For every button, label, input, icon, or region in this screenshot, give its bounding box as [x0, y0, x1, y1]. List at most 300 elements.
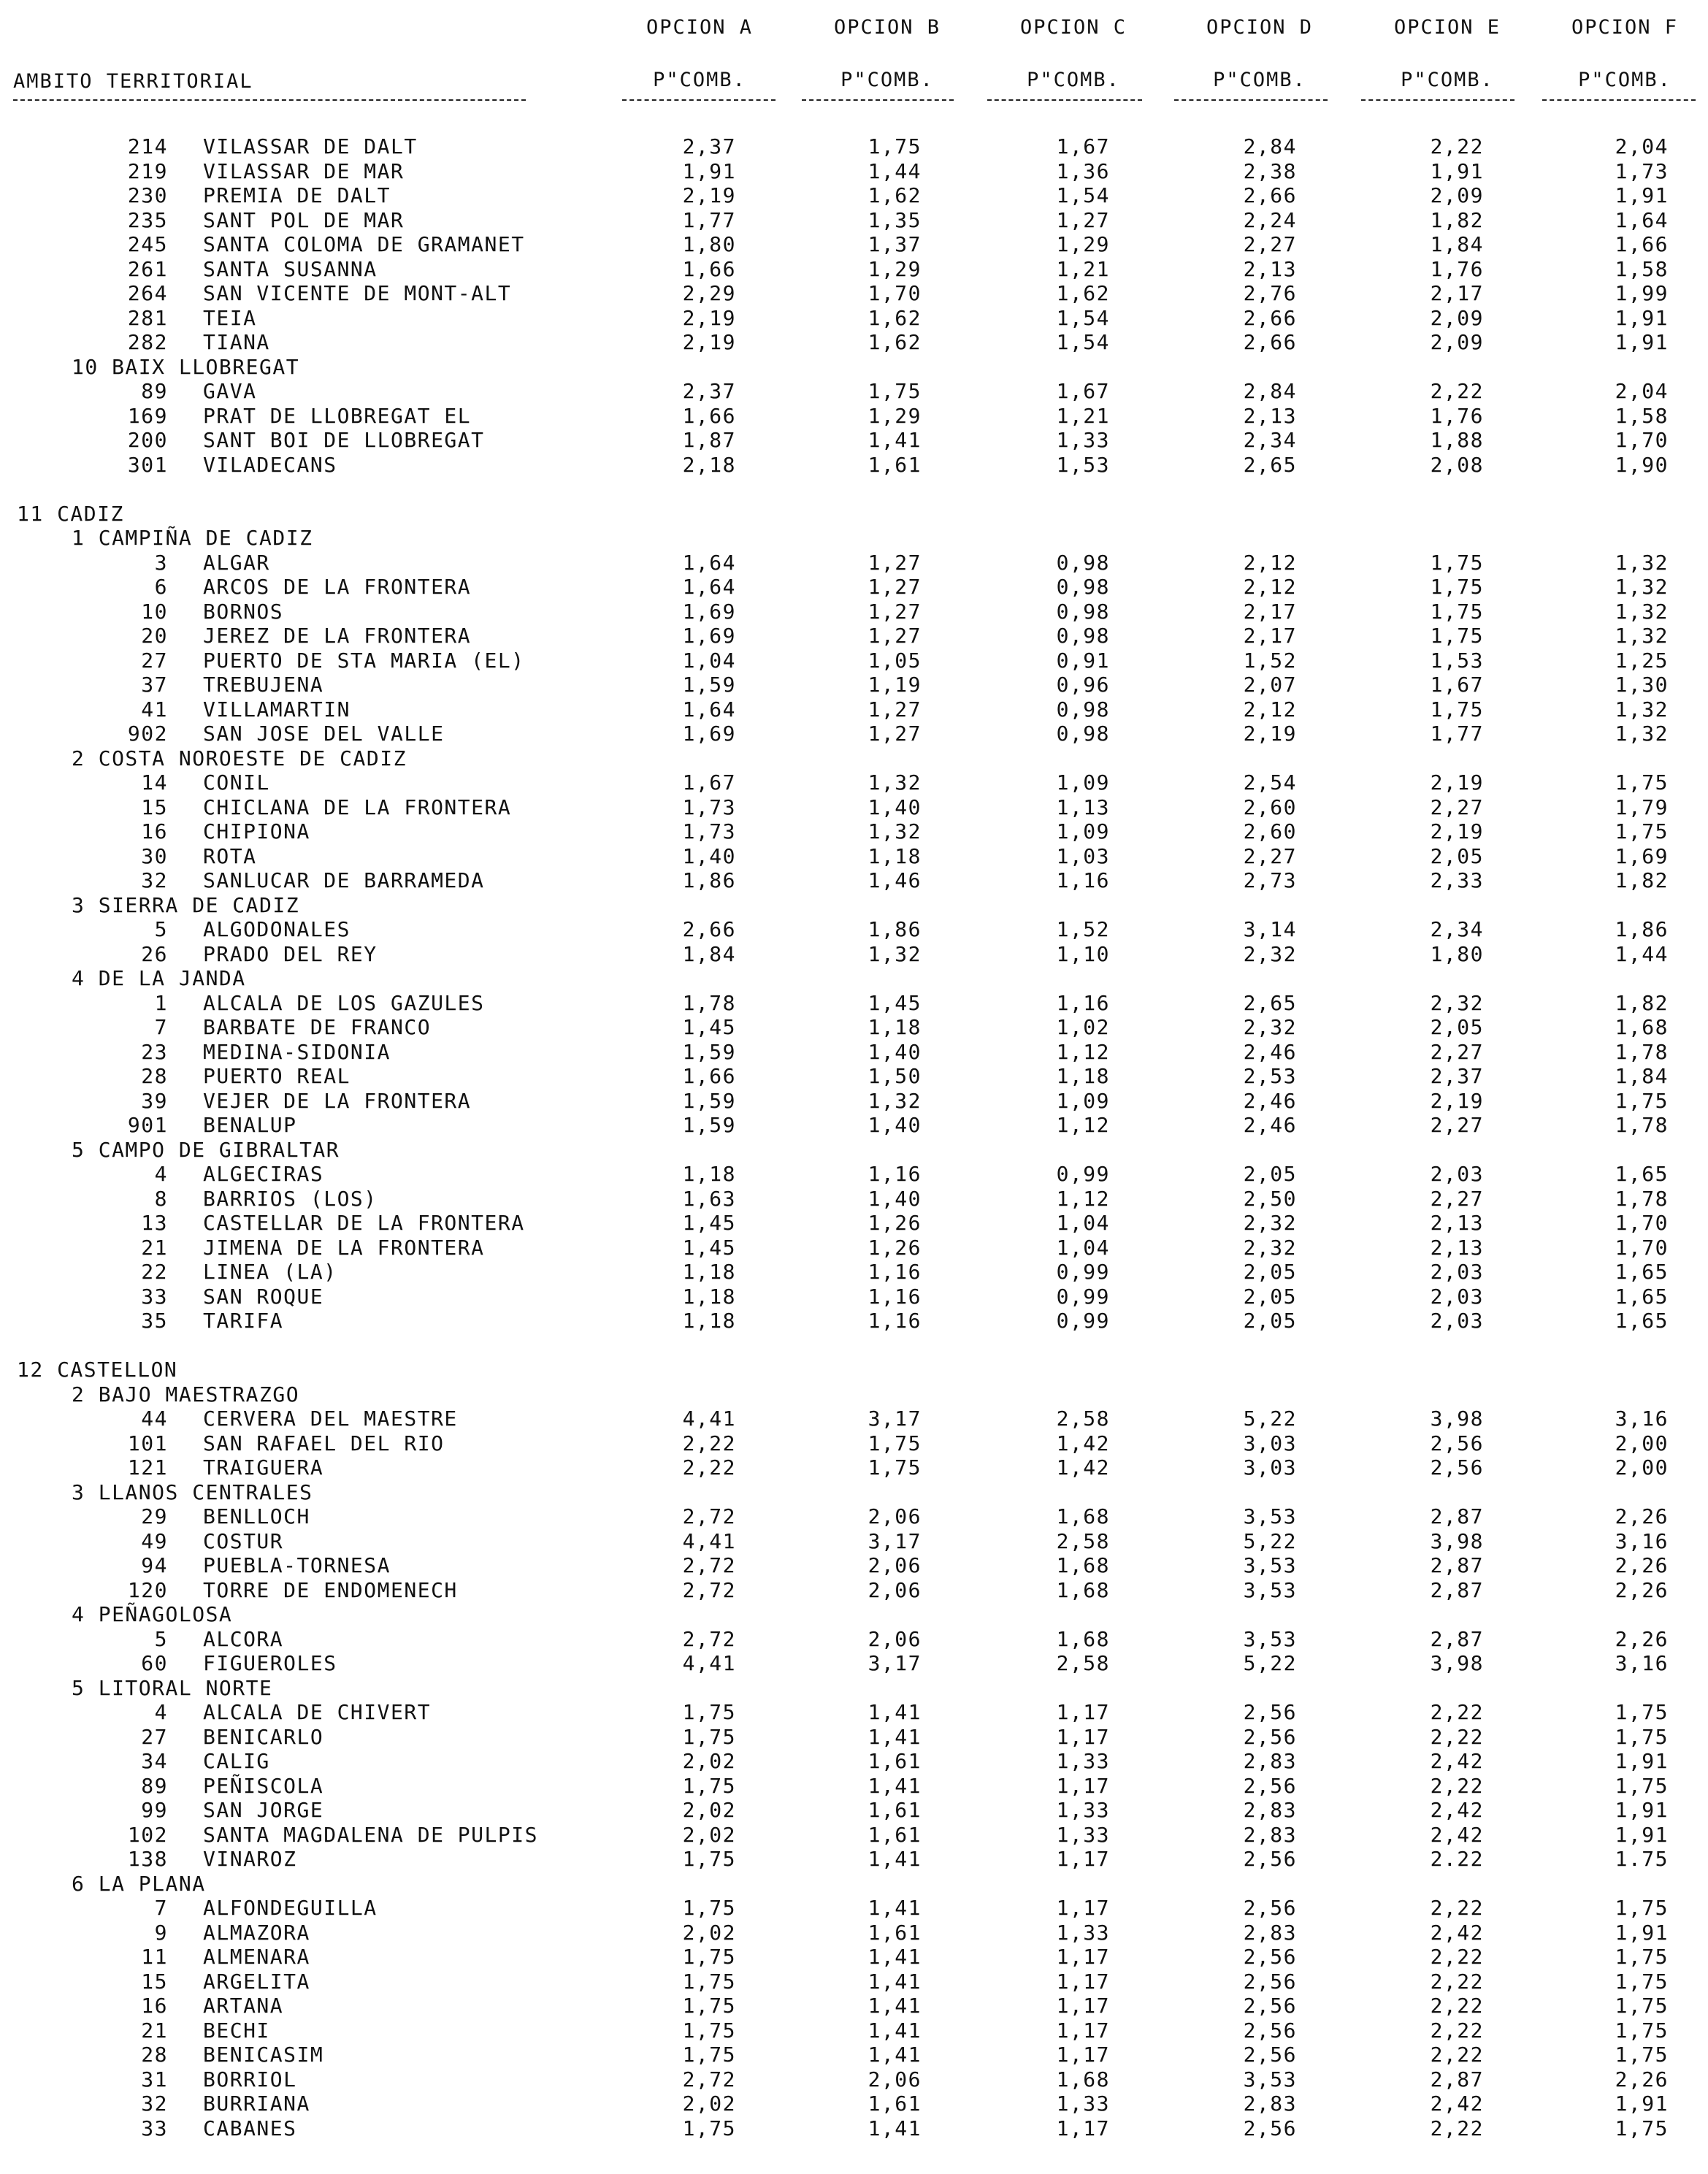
value-opcion-f: 2,26 — [1615, 1553, 1669, 1577]
value-opcion-c: 0,99 — [1056, 1260, 1110, 1284]
value-opcion-e: 1,76 — [1430, 256, 1484, 281]
value-opcion-d: 2,56 — [1243, 1896, 1297, 1920]
comarca-row — [0, 355, 1708, 380]
value-opcion-e: 2,19 — [1430, 770, 1484, 795]
subheader-pcomb-a: P"COMB. — [653, 69, 746, 91]
municipality-row — [0, 1651, 1708, 1676]
value-opcion-d: 2,13 — [1243, 403, 1297, 428]
value-opcion-d: 2,83 — [1243, 1822, 1297, 1847]
municipality-name: BORNOS — [203, 599, 284, 624]
municipality-row — [0, 795, 1708, 820]
value-opcion-f: 1,75 — [1615, 1773, 1669, 1798]
value-opcion-b: 1,16 — [868, 1284, 922, 1309]
value-opcion-d: 2,17 — [1243, 624, 1297, 648]
value-opcion-c: 1,03 — [1056, 843, 1110, 868]
municipality-code: 21 — [141, 2018, 168, 2043]
municipality-row — [0, 1089, 1708, 1114]
value-opcion-e: 2,03 — [1430, 1260, 1484, 1284]
value-opcion-f: 1,65 — [1615, 1309, 1669, 1333]
value-opcion-b: 1,41 — [868, 1700, 922, 1724]
value-opcion-f: 1,58 — [1615, 256, 1669, 281]
subheader-pcomb-e: P"COMB. — [1401, 69, 1494, 91]
value-opcion-f: 1,91 — [1615, 305, 1669, 330]
municipality-code: 264 — [127, 281, 168, 305]
value-opcion-f: 1,91 — [1615, 183, 1669, 207]
value-opcion-e: 2,09 — [1430, 305, 1484, 330]
value-opcion-d: 3,53 — [1243, 1553, 1297, 1577]
value-opcion-c: 1,53 — [1056, 452, 1110, 477]
value-opcion-b: 1,61 — [868, 452, 922, 477]
municipality-code: 7 — [154, 1896, 168, 1920]
value-opcion-a: 1,18 — [682, 1284, 736, 1309]
municipality-row — [0, 1015, 1708, 1040]
value-opcion-f: 2,00 — [1615, 1431, 1669, 1455]
comarca-row — [0, 1602, 1708, 1627]
municipality-row — [0, 1504, 1708, 1529]
municipality-name: BARBATE DE FRANCO — [203, 1015, 432, 1039]
value-opcion-e: 2,03 — [1430, 1284, 1484, 1309]
value-opcion-d: 2,56 — [1243, 1945, 1297, 1969]
municipality-code: 99 — [141, 1798, 168, 1822]
value-opcion-a: 2,37 — [682, 379, 736, 403]
municipality-code: 902 — [127, 722, 168, 746]
value-opcion-b: 1,41 — [868, 428, 922, 452]
municipality-row — [0, 1847, 1708, 1872]
value-opcion-e: 3,98 — [1430, 1651, 1484, 1675]
value-opcion-f: 1,75 — [1615, 1994, 1669, 2018]
value-opcion-b: 1,45 — [868, 990, 922, 1015]
value-opcion-b: 1,61 — [868, 1822, 922, 1847]
municipality-code: 15 — [141, 1969, 168, 1994]
value-opcion-d: 2,32 — [1243, 941, 1297, 966]
value-opcion-d: 2,05 — [1243, 1309, 1297, 1333]
value-opcion-b: 1,16 — [868, 1309, 922, 1333]
value-opcion-c: 1,29 — [1056, 232, 1110, 256]
value-opcion-f: 2,26 — [1615, 1577, 1669, 1602]
municipality-name: JEREZ DE LA FRONTERA — [203, 624, 472, 648]
municipality-code: 261 — [127, 256, 168, 281]
municipality-name: BENICASIM — [203, 2043, 324, 2067]
comarca-label: 3 LLANOS CENTRALES — [72, 1480, 313, 1504]
value-opcion-c: 1,54 — [1056, 305, 1110, 330]
municipality-code: 44 — [141, 1406, 168, 1431]
municipality-code: 28 — [141, 1064, 168, 1088]
value-opcion-b: 1,61 — [868, 1920, 922, 1945]
municipality-name: TARIFA — [203, 1309, 284, 1333]
value-opcion-a: 2,22 — [682, 1455, 736, 1480]
value-opcion-a: 2,72 — [682, 1504, 736, 1528]
value-opcion-b: 1,40 — [868, 795, 922, 819]
value-opcion-a: 2,37 — [682, 134, 736, 158]
value-opcion-a: 1,75 — [682, 2116, 736, 2140]
municipality-code: 235 — [127, 207, 168, 232]
municipality-name: CERVERA DEL MAESTRE — [203, 1406, 458, 1431]
value-opcion-b: 1,40 — [868, 1186, 922, 1211]
value-opcion-e: 2,27 — [1430, 1113, 1484, 1137]
municipality-code: 5 — [154, 1626, 168, 1651]
municipality-row — [0, 1749, 1708, 1774]
value-opcion-b: 1,32 — [868, 770, 922, 795]
municipality-code: 200 — [127, 428, 168, 452]
value-opcion-b: 1,62 — [868, 305, 922, 330]
municipality-name: ALFONDEGUILLA — [203, 1896, 378, 1920]
municipality-name: CASTELLAR DE LA FRONTERA — [203, 1211, 525, 1235]
value-opcion-a: 1,87 — [682, 428, 736, 452]
municipality-name: CHICLANA DE LA FRONTERA — [203, 795, 512, 819]
value-opcion-b: 1,40 — [868, 1039, 922, 1064]
value-opcion-e: 1,75 — [1430, 599, 1484, 624]
value-opcion-f: 1,65 — [1615, 1284, 1669, 1309]
municipality-name: TIANA — [203, 330, 270, 354]
value-opcion-d: 2,46 — [1243, 1088, 1297, 1113]
value-opcion-b: 1,27 — [868, 722, 922, 746]
municipality-row — [0, 1896, 1708, 1921]
municipality-name: BECHI — [203, 2018, 270, 2043]
value-opcion-c: 1,09 — [1056, 1088, 1110, 1113]
value-opcion-e: 2,87 — [1430, 2067, 1484, 2091]
value-opcion-f: 1,75 — [1615, 2018, 1669, 2043]
value-opcion-c: 1,54 — [1056, 183, 1110, 207]
municipality-name: PUERTO DE STA MARIA (EL) — [203, 648, 525, 673]
value-opcion-b: 1,41 — [868, 1847, 922, 1871]
municipality-code: 49 — [141, 1528, 168, 1553]
municipality-code: 9 — [154, 1920, 168, 1945]
value-opcion-c: 1,04 — [1056, 1211, 1110, 1235]
value-opcion-a: 2,72 — [682, 1577, 736, 1602]
municipality-row — [0, 1455, 1708, 1480]
municipality-row — [0, 1578, 1708, 1603]
value-opcion-c: 0,99 — [1056, 1284, 1110, 1309]
value-opcion-d: 2,46 — [1243, 1039, 1297, 1064]
value-opcion-d: 2,17 — [1243, 599, 1297, 624]
value-opcion-c: 1,68 — [1056, 1553, 1110, 1577]
value-opcion-b: 1,46 — [868, 868, 922, 892]
value-opcion-b: 1,05 — [868, 648, 922, 673]
comarca-row — [0, 1382, 1708, 1407]
municipality-name: BENALUP — [203, 1113, 297, 1137]
municipality-row — [0, 1162, 1708, 1187]
value-opcion-a: 1,75 — [682, 2018, 736, 2043]
value-opcion-b: 3,17 — [868, 1528, 922, 1553]
value-opcion-d: 2,56 — [1243, 2116, 1297, 2140]
value-opcion-e: 2,87 — [1430, 1577, 1484, 1602]
value-opcion-a: 1,78 — [682, 990, 736, 1015]
value-opcion-a: 4,41 — [682, 1651, 736, 1675]
value-opcion-f: 3,16 — [1615, 1651, 1669, 1675]
value-opcion-c: 1,62 — [1056, 281, 1110, 305]
value-opcion-b: 1,29 — [868, 256, 922, 281]
value-opcion-f: 1,65 — [1615, 1162, 1669, 1186]
value-opcion-f: 1,91 — [1615, 2091, 1669, 2116]
municipality-name: VILASSAR DE MAR — [203, 158, 405, 183]
municipality-code: 245 — [127, 232, 168, 256]
value-opcion-d: 2,60 — [1243, 795, 1297, 819]
value-opcion-f: 1,75 — [1615, 1945, 1669, 1969]
subheader-pcomb-d: P"COMB. — [1213, 69, 1306, 91]
value-opcion-a: 1,75 — [682, 1945, 736, 1969]
value-opcion-a: 1,75 — [682, 1773, 736, 1798]
value-opcion-b: 1,27 — [868, 599, 922, 624]
municipality-code: 33 — [141, 1284, 168, 1309]
value-opcion-c: 1,02 — [1056, 1015, 1110, 1039]
municipality-name: ALCALA DE LOS GAZULES — [203, 990, 485, 1015]
header-rule-b — [802, 99, 954, 101]
value-opcion-c: 0,98 — [1056, 599, 1110, 624]
municipality-name: TREBUJENA — [203, 673, 324, 697]
municipality-name: MEDINA-SIDONIA — [203, 1039, 391, 1064]
value-opcion-b: 1,16 — [868, 1162, 922, 1186]
value-opcion-d: 2,66 — [1243, 305, 1297, 330]
value-opcion-d: 3,53 — [1243, 1626, 1297, 1651]
value-opcion-d: 3,53 — [1243, 2067, 1297, 2091]
value-opcion-a: 1,69 — [682, 722, 736, 746]
comarca-row — [0, 1676, 1708, 1701]
value-opcion-a: 1,45 — [682, 1015, 736, 1039]
province-row — [0, 1358, 1708, 1382]
value-opcion-b: 1,62 — [868, 330, 922, 354]
comarca-row — [0, 1872, 1708, 1896]
value-opcion-e: 2,42 — [1430, 1798, 1484, 1822]
municipality-row — [0, 1798, 1708, 1823]
municipality-name: SANTA COLOMA DE GRAMANET — [203, 232, 525, 256]
value-opcion-f: 1,25 — [1615, 648, 1669, 673]
municipality-code: 138 — [127, 1847, 168, 1871]
blank-row — [0, 477, 1708, 502]
value-opcion-c: 0,96 — [1056, 673, 1110, 697]
value-opcion-f: 1,91 — [1615, 1822, 1669, 1847]
value-opcion-d: 2,27 — [1243, 232, 1297, 256]
comarca-label: 2 BAJO MAESTRAZGO — [72, 1382, 300, 1406]
value-opcion-c: 1,17 — [1056, 2043, 1110, 2067]
value-opcion-a: 1,91 — [682, 158, 736, 183]
value-opcion-b: 1,61 — [868, 1749, 922, 1773]
value-opcion-e: 2,22 — [1430, 1724, 1484, 1749]
value-opcion-d: 2,56 — [1243, 1773, 1297, 1798]
municipality-row — [0, 183, 1708, 208]
value-opcion-e: 2,22 — [1430, 1945, 1484, 1969]
municipality-name: ALMAZORA — [203, 1920, 310, 1945]
value-opcion-e: 2,32 — [1430, 990, 1484, 1015]
value-opcion-f: 1,75 — [1615, 1724, 1669, 1749]
municipality-row — [0, 1285, 1708, 1309]
value-opcion-b: 1,86 — [868, 917, 922, 941]
value-opcion-a: 1,75 — [682, 1969, 736, 1994]
value-opcion-a: 1,45 — [682, 1211, 736, 1235]
value-opcion-c: 1,17 — [1056, 1847, 1110, 1871]
value-opcion-c: 1,68 — [1056, 1504, 1110, 1528]
value-opcion-c: 1,68 — [1056, 2067, 1110, 2091]
municipality-row — [0, 208, 1708, 233]
value-opcion-c: 1,52 — [1056, 917, 1110, 941]
value-opcion-a: 2,72 — [682, 1553, 736, 1577]
value-opcion-d: 2,12 — [1243, 575, 1297, 599]
value-opcion-e: 1,75 — [1430, 550, 1484, 575]
value-opcion-f: 1,75 — [1615, 819, 1669, 843]
value-opcion-d: 2,05 — [1243, 1284, 1297, 1309]
municipality-code: 7 — [154, 1015, 168, 1039]
value-opcion-d: 2,46 — [1243, 1113, 1297, 1137]
municipality-code: 11 — [141, 1945, 168, 1969]
value-opcion-b: 1,44 — [868, 158, 922, 183]
municipality-code: 26 — [141, 941, 168, 966]
value-opcion-d: 2,07 — [1243, 673, 1297, 697]
value-opcion-f: 1,86 — [1615, 917, 1669, 941]
value-opcion-c: 0,98 — [1056, 550, 1110, 575]
value-opcion-b: 1,32 — [868, 819, 922, 843]
municipality-code: 28 — [141, 2043, 168, 2067]
municipality-name: PEÑISCOLA — [203, 1773, 324, 1798]
value-opcion-a: 2,19 — [682, 183, 736, 207]
value-opcion-a: 2,29 — [682, 281, 736, 305]
municipality-row — [0, 428, 1708, 453]
subheader-pcomb-c: P"COMB. — [1027, 69, 1120, 91]
municipality-name: BENLLOCH — [203, 1504, 310, 1528]
value-opcion-f: 1,75 — [1615, 1700, 1669, 1724]
municipality-code: 230 — [127, 183, 168, 207]
value-opcion-f: 1,32 — [1615, 550, 1669, 575]
municipality-name: ALCALA DE CHIVERT — [203, 1700, 432, 1724]
municipality-name: VILADECANS — [203, 452, 337, 477]
value-opcion-c: 1,17 — [1056, 1700, 1110, 1724]
municipality-row — [0, 600, 1708, 624]
value-opcion-c: 1,17 — [1056, 1773, 1110, 1798]
municipality-row — [0, 942, 1708, 967]
value-opcion-a: 1,66 — [682, 1064, 736, 1088]
comarca-label: 2 COSTA NOROESTE DE CADIZ — [72, 746, 407, 770]
municipality-row — [0, 2018, 1708, 2043]
value-opcion-f: 1.75 — [1615, 1847, 1669, 1871]
value-opcion-c: 1,21 — [1056, 403, 1110, 428]
municipality-row — [0, 1309, 1708, 1333]
value-opcion-a: 1,69 — [682, 624, 736, 648]
value-opcion-f: 1,64 — [1615, 207, 1669, 232]
value-opcion-c: 1,12 — [1056, 1186, 1110, 1211]
municipality-code: 214 — [127, 134, 168, 158]
value-opcion-f: 1,65 — [1615, 1260, 1669, 1284]
municipality-code: 16 — [141, 819, 168, 843]
value-opcion-d: 3,03 — [1243, 1455, 1297, 1480]
municipality-code: 8 — [154, 1186, 168, 1211]
municipality-name: PRAT DE LLOBREGAT EL — [203, 403, 472, 428]
municipality-row — [0, 1627, 1708, 1652]
municipality-code: 4 — [154, 1162, 168, 1186]
municipality-name: FIGUEROLES — [203, 1651, 337, 1675]
municipality-row — [0, 2043, 1708, 2067]
municipality-name: VEJER DE LA FRONTERA — [203, 1088, 472, 1113]
value-opcion-b: 1,61 — [868, 2091, 922, 2116]
municipality-code: 101 — [127, 1431, 168, 1455]
value-opcion-f: 1,78 — [1615, 1113, 1669, 1137]
value-opcion-f: 1,75 — [1615, 770, 1669, 795]
municipality-row — [0, 1187, 1708, 1212]
municipality-code: 33 — [141, 2116, 168, 2140]
value-opcion-c: 1,33 — [1056, 2091, 1110, 2116]
municipality-name: BENICARLO — [203, 1724, 324, 1749]
value-opcion-d: 2,56 — [1243, 1724, 1297, 1749]
value-opcion-d: 2,60 — [1243, 819, 1297, 843]
value-opcion-c: 1,33 — [1056, 1798, 1110, 1822]
value-opcion-f: 1,91 — [1615, 1749, 1669, 1773]
comarca-label: 4 DE LA JANDA — [72, 966, 246, 990]
municipality-name: TORRE DE ENDOMENECH — [203, 1577, 458, 1602]
value-opcion-b: 1,40 — [868, 1113, 922, 1137]
comarca-row — [0, 1480, 1708, 1505]
municipality-code: 4 — [154, 1700, 168, 1724]
header-rule-ambito — [13, 99, 526, 101]
header-rule-f — [1542, 99, 1696, 101]
value-opcion-d: 2,56 — [1243, 1969, 1297, 1994]
municipality-name: PRADO DEL REY — [203, 941, 378, 966]
municipality-row — [0, 1970, 1708, 1994]
header-rule-d — [1174, 99, 1328, 101]
value-opcion-a: 1,59 — [682, 1088, 736, 1113]
value-opcion-a: 1,75 — [682, 1847, 736, 1871]
blank-row — [0, 1333, 1708, 1358]
municipality-name: BURRIANA — [203, 2091, 310, 2116]
value-opcion-e: 2,56 — [1430, 1431, 1484, 1455]
municipality-row — [0, 1774, 1708, 1799]
value-opcion-d: 1,52 — [1243, 648, 1297, 673]
municipality-code: 1 — [154, 990, 168, 1015]
municipality-name: VILASSAR DE DALT — [203, 134, 418, 158]
comarca-label: 10 BAIX LLOBREGAT — [72, 354, 300, 379]
value-opcion-e: 1,75 — [1430, 624, 1484, 648]
value-opcion-f: 1,84 — [1615, 1064, 1669, 1088]
value-opcion-e: 1,53 — [1430, 648, 1484, 673]
municipality-row — [0, 868, 1708, 893]
value-opcion-f: 1,32 — [1615, 624, 1669, 648]
municipality-row — [0, 624, 1708, 648]
value-opcion-f: 1,32 — [1615, 599, 1669, 624]
value-opcion-a: 1,69 — [682, 599, 736, 624]
value-opcion-f: 1,44 — [1615, 941, 1669, 966]
value-opcion-d: 2,65 — [1243, 990, 1297, 1015]
value-opcion-a: 1,73 — [682, 795, 736, 819]
municipality-code: 14 — [141, 770, 168, 795]
value-opcion-b: 1,62 — [868, 183, 922, 207]
value-opcion-d: 2,84 — [1243, 379, 1297, 403]
municipality-code: 301 — [127, 452, 168, 477]
municipality-row — [0, 1945, 1708, 1970]
municipality-code: 41 — [141, 697, 168, 722]
value-opcion-a: 1,40 — [682, 843, 736, 868]
municipality-row — [0, 1994, 1708, 2018]
value-opcion-f: 1,68 — [1615, 1015, 1669, 1039]
value-opcion-d: 3,03 — [1243, 1431, 1297, 1455]
value-opcion-e: 2,87 — [1430, 1626, 1484, 1651]
municipality-row — [0, 1064, 1708, 1089]
municipality-row — [0, 1431, 1708, 1456]
municipality-row — [0, 1040, 1708, 1065]
municipality-name: SANTA MAGDALENA DE PULPIS — [203, 1822, 538, 1847]
value-opcion-e: 2,17 — [1430, 281, 1484, 305]
municipality-code: 13 — [141, 1211, 168, 1235]
value-opcion-a: 4,41 — [682, 1528, 736, 1553]
value-opcion-e: 1,75 — [1430, 575, 1484, 599]
value-opcion-e: 1,67 — [1430, 673, 1484, 697]
header-ambito-territorial: AMBITO TERRITORIAL — [13, 70, 253, 93]
value-opcion-f: 2,00 — [1615, 1455, 1669, 1480]
value-opcion-b: 1,41 — [868, 1969, 922, 1994]
value-opcion-e: 2.22 — [1430, 1847, 1484, 1871]
value-opcion-e: 1,84 — [1430, 232, 1484, 256]
municipality-row — [0, 1113, 1708, 1138]
municipality-row — [0, 281, 1708, 306]
value-opcion-c: 1,21 — [1056, 256, 1110, 281]
value-opcion-e: 2,03 — [1430, 1309, 1484, 1333]
value-opcion-b: 1,41 — [868, 1945, 922, 1969]
municipality-code: 10 — [141, 599, 168, 624]
